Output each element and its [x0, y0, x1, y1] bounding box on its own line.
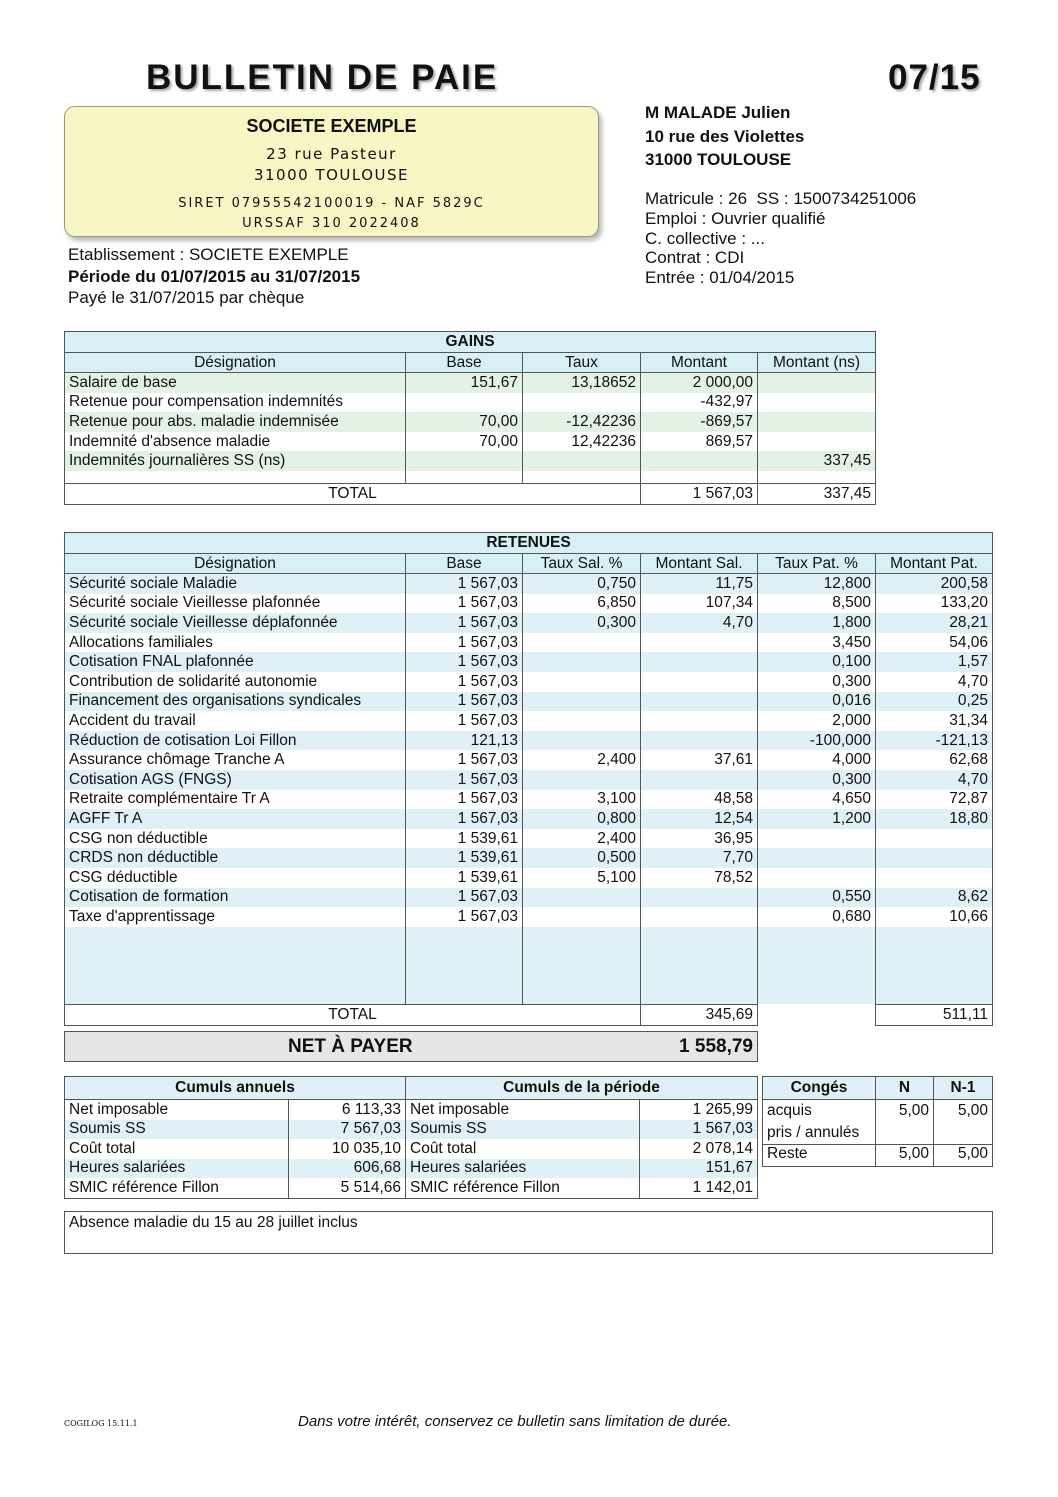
retenues-cell: Sécurité sociale Maladie: [65, 574, 406, 594]
conges-col-n1: N-1: [934, 1077, 993, 1100]
retenues-cell: [523, 907, 641, 927]
retenues-total-pat: 511,11: [876, 1004, 993, 1025]
retenues-cell: 1 567,03: [406, 672, 523, 692]
gains-cell: 13,18652: [523, 373, 641, 393]
retenues-cell: 0,300: [523, 613, 641, 633]
retenues-col-designation: Désignation: [65, 554, 406, 574]
gains-row: [65, 451, 876, 471]
gains-title: GAINS: [65, 332, 876, 353]
conges-title: Congés: [763, 1077, 876, 1100]
gains-cell: [406, 451, 523, 471]
retenues-cell: 1 567,03: [406, 790, 523, 810]
retenues-cell: 48,58: [641, 790, 758, 810]
retenues-cell: [641, 907, 758, 927]
employee-name: M MALADE Julien: [645, 103, 791, 122]
retenues-row: [65, 613, 993, 633]
gains-cell: 2 000,00: [641, 373, 758, 393]
retenues-row: [65, 868, 993, 888]
period-code: 07/15: [888, 58, 981, 97]
gains-cell: [758, 412, 876, 432]
retenues-cell: 121,13: [406, 731, 523, 751]
footer-message: Dans votre intérêt, conservez ce bulletin sans limitation de durée.: [298, 1413, 732, 1430]
cumuls-cell: Net imposable: [65, 1100, 289, 1120]
retenues-cell: 1 567,03: [406, 652, 523, 672]
retenues-cell: 54,06: [876, 633, 993, 653]
cumuls-cell: 7 567,03: [289, 1120, 406, 1140]
retenues-cell: Cotisation AGS (FNGS): [65, 770, 406, 790]
retenues-cell: 1,200: [758, 809, 876, 829]
retenues-cell: 133,20: [876, 594, 993, 614]
conges-acquis-n1: 5,00: [934, 1100, 993, 1145]
retenues-cell: [523, 633, 641, 653]
retenues-cell: [876, 868, 993, 888]
retenues-cell: 6,850: [523, 594, 641, 614]
conges-reste-n1: 5,00: [934, 1145, 993, 1167]
retenues-cell: 1 567,03: [406, 692, 523, 712]
gains-col-montant-ns: Montant (ns): [758, 353, 876, 373]
retenues-row: [65, 907, 993, 927]
cumuls-cell: 1 142,01: [640, 1178, 758, 1198]
retenues-cell: 8,500: [758, 594, 876, 614]
conges-reste-label: Reste: [763, 1145, 876, 1167]
cumuls-cell: Soumis SS: [65, 1120, 289, 1140]
retenues-cell: 0,100: [758, 652, 876, 672]
retenues-col-montant-sal: Montant Sal.: [641, 554, 758, 574]
gains-cell: Indemnités journalières SS (ns): [65, 451, 406, 471]
retenues-cell: 12,54: [641, 809, 758, 829]
retenues-cell: [523, 888, 641, 908]
retenues-cell: [876, 848, 993, 868]
retenues-cell: 0,300: [758, 770, 876, 790]
retenues-cell: [641, 770, 758, 790]
cumuls-row: [65, 1139, 758, 1159]
retenues-cell: 31,34: [876, 711, 993, 731]
employee-info: [645, 189, 916, 288]
cumuls-period-title: Cumuls de la période: [406, 1077, 758, 1100]
retenues-cell: 0,550: [758, 888, 876, 908]
retenues-cell: 8,62: [876, 888, 993, 908]
gains-cell: 70,00: [406, 412, 523, 432]
retenues-row: [65, 692, 993, 712]
cumuls-cell: Coût total: [406, 1139, 640, 1159]
cumuls-cell: Heures salariées: [406, 1159, 640, 1179]
retenues-cell: 0,300: [758, 672, 876, 692]
conges-acquis-n: 5,00: [876, 1100, 934, 1145]
retenues-cell: 200,58: [876, 574, 993, 594]
retenues-cell: 10,66: [876, 907, 993, 927]
retenues-cell: 28,21: [876, 613, 993, 633]
cumuls-row: [65, 1120, 758, 1140]
net-a-payer: [64, 1031, 758, 1062]
retenues-cell: Accident du travail: [65, 711, 406, 731]
retenues-cell: 4,000: [758, 750, 876, 770]
retenues-cell: 1 567,03: [406, 750, 523, 770]
retenues-cell: 2,000: [758, 711, 876, 731]
retenues-cell: CSG non déductible: [65, 829, 406, 849]
retenues-cell: 1 567,03: [406, 574, 523, 594]
etablissement: Etablissement : SOCIETE EXEMPLE: [68, 245, 349, 264]
retenues-cell: 1,57: [876, 652, 993, 672]
cumuls-cell: 606,68: [289, 1159, 406, 1179]
retenues-cell: [641, 633, 758, 653]
conges-reste-n: 5,00: [876, 1145, 934, 1167]
company-address-line2: 31000 TOULOUSE: [253, 166, 410, 184]
retenues-cell: Contribution de solidarité autonomie: [65, 672, 406, 692]
retenues-row: [65, 809, 993, 829]
retenues-total-label: TOTAL: [65, 1004, 641, 1025]
gains-col-designation: Désignation: [65, 353, 406, 373]
retenues-row: [65, 750, 993, 770]
company-urssaf: URSSAF 310 2022408: [242, 216, 421, 231]
retenues-cell: [641, 731, 758, 751]
retenues-cell: Cotisation FNAL plafonnée: [65, 652, 406, 672]
retenues-row: [65, 594, 993, 614]
retenues-row: [65, 672, 993, 692]
retenues-cell: 12,800: [758, 574, 876, 594]
employee-entree: Entrée : 01/04/2015: [645, 268, 795, 288]
cumuls-cell: 5 514,66: [289, 1178, 406, 1198]
retenues-cell: 0,750: [523, 574, 641, 594]
note-box: [64, 1211, 993, 1254]
gains-col-base: Base: [406, 353, 523, 373]
retenues-cell: 1 539,61: [406, 829, 523, 849]
retenues-cell: AGFF Tr A: [65, 809, 406, 829]
conges-pris-label: pris / annulés: [767, 1124, 860, 1141]
retenues-cell: 1 567,03: [406, 888, 523, 908]
gains-cell: 151,67: [406, 373, 523, 393]
retenues-cell: Sécurité sociale Vieillesse déplafonnée: [65, 613, 406, 633]
cumuls-row: [65, 1178, 758, 1198]
gains-cell: [641, 451, 758, 471]
gains-table: [64, 331, 876, 505]
retenues-col-taux-sal: Taux Sal. %: [523, 554, 641, 574]
employee-emploi: Emploi : Ouvrier qualifié: [645, 208, 826, 228]
retenues-cell: 72,87: [876, 790, 993, 810]
retenues-table: [64, 532, 993, 1026]
cumuls-cell: Soumis SS: [406, 1120, 640, 1140]
gains-cell: -432,97: [641, 393, 758, 413]
retenues-cell: 5,100: [523, 868, 641, 888]
cumuls-cell: 2 078,14: [640, 1139, 758, 1159]
cumuls-cell: 6 113,33: [289, 1100, 406, 1120]
retenues-cell: 1 567,03: [406, 633, 523, 653]
retenues-col-montant-pat: Montant Pat.: [876, 554, 993, 574]
employee-address-line2: 31000 TOULOUSE: [645, 150, 792, 169]
cumuls-cell: Net imposable: [406, 1100, 640, 1120]
retenues-cell: 0,500: [523, 848, 641, 868]
retenues-cell: Financement des organisations syndicales: [65, 692, 406, 712]
retenues-cell: 4,70: [876, 672, 993, 692]
retenues-cell: 3,450: [758, 633, 876, 653]
gains-cell: [758, 393, 876, 413]
retenues-cell: Retraite complémentaire Tr A: [65, 790, 406, 810]
gains-cell: 869,57: [641, 432, 758, 452]
retenues-cell: Allocations familiales: [65, 633, 406, 653]
retenues-cell: 1 567,03: [406, 770, 523, 790]
retenues-row: [65, 652, 993, 672]
retenues-cell: [758, 868, 876, 888]
retenues-cell: [641, 672, 758, 692]
cumuls-annual-title: Cumuls annuels: [65, 1077, 406, 1100]
gains-col-taux: Taux: [523, 353, 641, 373]
conges-col-n: N: [876, 1077, 934, 1100]
company-box: [64, 106, 599, 237]
net-value: 1 558,79: [679, 1036, 753, 1057]
note-text: Absence maladie du 15 au 28 juillet inclus: [69, 1214, 358, 1231]
gains-total-montant: 1 567,03: [641, 483, 758, 504]
establishment-block: [68, 244, 360, 309]
gains-row: [65, 393, 876, 413]
cumuls-cell: Coût total: [65, 1139, 289, 1159]
retenues-cell: [523, 711, 641, 731]
retenues-row: [65, 711, 993, 731]
retenues-cell: 107,34: [641, 594, 758, 614]
employee-collective: C. collective : ...: [645, 228, 765, 248]
retenues-cell: 1 567,03: [406, 613, 523, 633]
retenues-cell: 18,80: [876, 809, 993, 829]
gains-cell: [758, 373, 876, 393]
retenues-row: [65, 633, 993, 653]
cumuls-cell: SMIC référence Fillon: [406, 1178, 640, 1198]
gains-col-montant: Montant: [641, 353, 758, 373]
retenues-cell: Cotisation de formation: [65, 888, 406, 908]
gains-cell: [406, 393, 523, 413]
retenues-cell: 1 567,03: [406, 711, 523, 731]
retenues-cell: Réduction de cotisation Loi Fillon: [65, 731, 406, 751]
retenues-cell: Assurance chômage Tranche A: [65, 750, 406, 770]
retenues-cell: [641, 888, 758, 908]
gains-cell: Retenue pour abs. maladie indemnisée: [65, 412, 406, 432]
retenues-cell: 1 539,61: [406, 868, 523, 888]
retenues-cell: Taxe d'apprentissage: [65, 907, 406, 927]
retenues-col-base: Base: [406, 554, 523, 574]
gains-row: [65, 412, 876, 432]
gains-cell: -12,42236: [523, 412, 641, 432]
gains-row: [65, 432, 876, 452]
retenues-row: [65, 770, 993, 790]
retenues-cell: [641, 692, 758, 712]
cumuls-cell: 1 265,99: [640, 1100, 758, 1120]
company-name: SOCIETE EXEMPLE: [246, 116, 417, 136]
retenues-row: [65, 731, 993, 751]
retenues-title: RETENUES: [65, 533, 993, 554]
cumuls-cell: 151,67: [640, 1159, 758, 1179]
retenues-cell: Sécurité sociale Vieillesse plafonnée: [65, 594, 406, 614]
retenues-cell: 0,680: [758, 907, 876, 927]
gains-cell: [523, 451, 641, 471]
retenues-cell: CRDS non déductible: [65, 848, 406, 868]
retenues-cell: 0,016: [758, 692, 876, 712]
company-address-line1: 23 rue Pasteur: [266, 145, 397, 163]
retenues-cell: 37,61: [641, 750, 758, 770]
retenues-cell: -121,13: [876, 731, 993, 751]
retenues-cell: 4,70: [876, 770, 993, 790]
retenues-cell: [641, 652, 758, 672]
retenues-cell: 7,70: [641, 848, 758, 868]
retenues-cell: 0,25: [876, 692, 993, 712]
employee-matricule: Matricule : 26 SS : 1500734251006: [645, 189, 917, 208]
employee-contrat: Contrat : CDI: [645, 248, 745, 268]
retenues-cell: [523, 731, 641, 751]
software-version: COGILOG 15.11.1: [64, 1419, 138, 1428]
retenues-cell: -100,000: [758, 731, 876, 751]
employee-address-line1: 10 rue des Violettes: [645, 126, 805, 146]
retenues-col-taux-pat: Taux Pat. %: [758, 554, 876, 574]
gains-cell: Retenue pour compensation indemnités: [65, 393, 406, 413]
retenues-cell: 0,800: [523, 809, 641, 829]
cumuls-cell: SMIC référence Fillon: [65, 1178, 289, 1198]
retenues-cell: 1,800: [758, 613, 876, 633]
retenues-row: [65, 829, 993, 849]
retenues-cell: 62,68: [876, 750, 993, 770]
retenues-cell: [523, 672, 641, 692]
retenues-row: [65, 848, 993, 868]
cumuls-row: [65, 1159, 758, 1179]
cumuls-cell: Heures salariées: [65, 1159, 289, 1179]
retenues-total-sal: 345,69: [641, 1004, 758, 1025]
retenues-row: [65, 888, 993, 908]
gains-cell: Indemnité d'absence maladie: [65, 432, 406, 452]
company-siret-naf: SIRET 07955542100019 - NAF 5829C: [178, 196, 485, 211]
gains-cell: Salaire de base: [65, 373, 406, 393]
net-label: NET À PAYER: [288, 1036, 413, 1057]
retenues-cell: [876, 829, 993, 849]
employee-address-block: [645, 101, 804, 172]
gains-total-label: TOTAL: [65, 483, 641, 504]
retenues-row: [65, 790, 993, 810]
retenues-cell: 4,70: [641, 613, 758, 633]
paiement: Payé le 31/07/2015 par chèque: [68, 288, 305, 307]
retenues-cell: 2,400: [523, 750, 641, 770]
retenues-cell: 1 567,03: [406, 907, 523, 927]
periode: Période du 01/07/2015 au 31/07/2015: [68, 266, 361, 286]
retenues-cell: [641, 711, 758, 731]
retenues-cell: [523, 652, 641, 672]
gains-cell: [523, 393, 641, 413]
cumuls-table: [64, 1076, 758, 1199]
gains-cell: [758, 432, 876, 452]
page-title: BULLETIN DE PAIE: [146, 58, 499, 97]
gains-cell: 337,45: [758, 451, 876, 471]
cumuls-row: [65, 1100, 758, 1120]
conges-acquis-label: acquis: [767, 1102, 812, 1119]
gains-cell: 12,42236: [523, 432, 641, 452]
retenues-cell: 2,400: [523, 829, 641, 849]
retenues-row: [65, 574, 993, 594]
retenues-cell: CSG déductible: [65, 868, 406, 888]
gains-cell: 70,00: [406, 432, 523, 452]
retenues-cell: 1 567,03: [406, 809, 523, 829]
cumuls-cell: 10 035,10: [289, 1139, 406, 1159]
retenues-cell: 1 539,61: [406, 848, 523, 868]
retenues-cell: 4,650: [758, 790, 876, 810]
retenues-cell: [758, 848, 876, 868]
retenues-cell: [523, 692, 641, 712]
gains-cell: -869,57: [641, 412, 758, 432]
retenues-cell: 3,100: [523, 790, 641, 810]
retenues-cell: 11,75: [641, 574, 758, 594]
cumuls-cell: 1 567,03: [640, 1120, 758, 1140]
retenues-cell: [523, 770, 641, 790]
retenues-cell: 36,95: [641, 829, 758, 849]
gains-row: [65, 373, 876, 393]
conges-table: [762, 1076, 993, 1167]
retenues-cell: [758, 829, 876, 849]
gains-total-ns: 337,45: [758, 483, 876, 504]
retenues-cell: 78,52: [641, 868, 758, 888]
retenues-cell: 1 567,03: [406, 594, 523, 614]
